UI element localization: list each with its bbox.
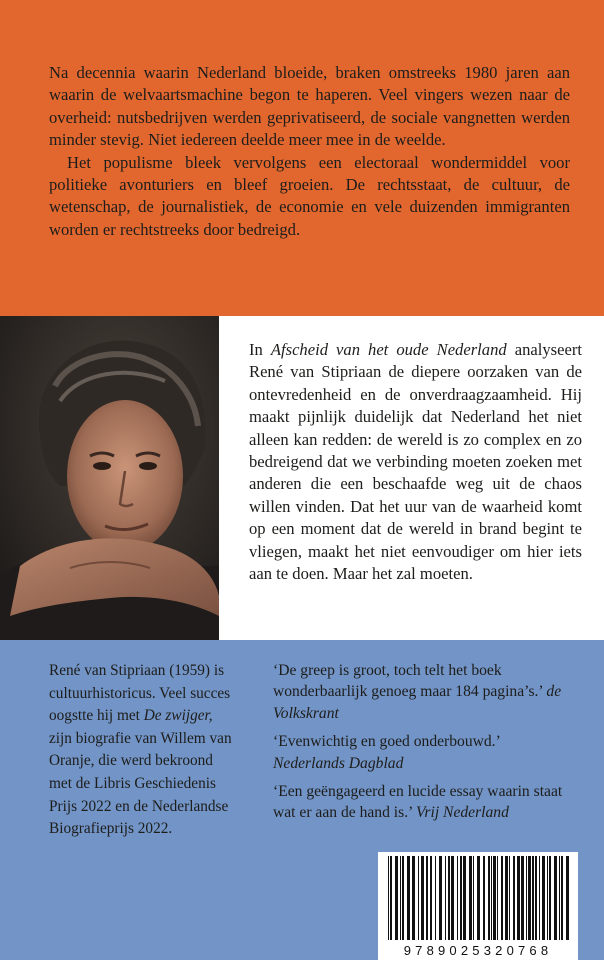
bio-book-title: De zwijger, <box>143 707 213 725</box>
intro-paragraph-2: Het populisme bleek vervolgens een electoraal wondermiddel voor politieke avonturiers en bleef groeien. De rechtsstaat, de cultuur, de wetenschap, de journalistiek, de economie en vele duizenden immigranten worden er rechtstreeks door bedreigd. <box>49 152 570 239</box>
barcode-bar <box>483 856 485 940</box>
quote-text: ‘De greep is groot, toch telt het boek wonderbaarlijk genoeg maar 184 pagina’s.’ <box>273 662 543 701</box>
barcode-bar <box>421 856 424 940</box>
barcode-bar <box>554 856 557 940</box>
quote-text: ‘Evenwichtig en goed onderbouwd.’ <box>273 733 501 751</box>
barcode-bar <box>400 856 401 940</box>
barcode-bar <box>528 856 531 940</box>
barcode-bar <box>473 856 474 940</box>
barcode-bar <box>539 856 540 940</box>
barcode-bar <box>435 856 436 940</box>
barcode-icon <box>378 852 578 942</box>
barcode-bar <box>388 856 389 940</box>
barcode-bar <box>561 856 563 940</box>
barcode-bar <box>559 856 560 940</box>
description-paragraph <box>249 339 582 585</box>
barcode-bar <box>509 856 510 940</box>
barcode-bar <box>439 856 442 940</box>
intro-paragraph-1: Na decennia waarin Nederland bloeide, braken omstreeks 1980 jaren aan waarin de welvaartsmachine begon te haperen. Veel vingers wezen naar de overheid: nutsbedrijven werden geprivatiseerd, de sociale vangnetten werden minder stevig. Niet iedereen deelde meer mee in de weelde. <box>49 63 570 150</box>
description-text: analyseert René van Stipriaan de diepere oorzaken van de ontevredenheid en de onverdraagzaamheid. Hij maakt pijnlijk duidelijk dat Nederland het niet alleen kan redden: de wereld is zo complex en zo bedreigend dat we verbinding moeten zoeken met anderen die een beschaafde weg uit de chaos willen vinden. Dat het uur van de waarheid komt op een moment dat de wereld in brand begint te vliegen, maakt het niet eenvoudiger om hier iets aan te doen. Maar het zal moeten. <box>249 340 582 584</box>
quote-text: ‘Een geëngageerd en lucide essay waarin staat wat er aan de hand is.’ <box>273 783 563 822</box>
barcode-bar <box>407 856 410 940</box>
barcode-bar <box>547 856 548 940</box>
barcode-bar <box>493 856 496 940</box>
author-photo <box>0 316 219 640</box>
bio-text-2: zijn biografie van Willem van Oranje, die werd bekroond met de Libris Geschiedenis Prijs 2022 en de Nederlandse Biografieprijs 2022. <box>49 729 232 838</box>
barcode-bar <box>549 856 551 940</box>
book-title: Afscheid van het oude Nederland <box>270 340 507 359</box>
barcode-bar <box>430 856 432 940</box>
barcode-bar <box>395 856 398 940</box>
intro-panel <box>0 0 604 316</box>
review-quotes <box>273 660 583 831</box>
barcode-bar <box>448 856 450 940</box>
barcode-bar <box>445 856 446 940</box>
barcode-bar <box>451 856 454 940</box>
quote-source: Nederlands Dagblad <box>273 754 404 772</box>
barcode-bar <box>513 856 515 940</box>
barcode-bar <box>457 856 458 940</box>
barcode-bar <box>517 856 520 940</box>
barcode-bar <box>477 856 480 940</box>
isbn-number: 9789025320768 <box>403 943 553 958</box>
barcode-bar <box>469 856 472 940</box>
barcode-bar <box>542 856 545 940</box>
barcode-bar <box>501 856 503 940</box>
barcode-bar <box>463 856 466 940</box>
barcode-bar <box>491 856 492 940</box>
barcode-bar <box>521 856 524 940</box>
barcode-bar <box>412 856 415 940</box>
barcode-bar <box>526 856 527 940</box>
review-quote <box>273 781 583 824</box>
barcode-bar <box>460 856 462 940</box>
description-prefix: In <box>249 340 271 359</box>
barcode-bar <box>497 856 498 940</box>
author-portrait-icon <box>0 316 219 640</box>
barcode-bar <box>426 856 428 940</box>
barcode-bar <box>505 856 508 940</box>
quote-source: de Volkskrant <box>273 683 562 722</box>
barcode-bar <box>532 856 534 940</box>
barcode-bar <box>535 856 537 940</box>
barcode-bar <box>566 856 569 940</box>
isbn-barcode <box>378 852 578 960</box>
barcode-bar <box>488 856 490 940</box>
barcode-bar <box>390 856 392 940</box>
book-description <box>219 316 604 640</box>
review-quote <box>273 731 583 774</box>
barcode-bar <box>402 856 404 940</box>
barcode-bar <box>418 856 419 940</box>
review-quote <box>273 660 583 724</box>
author-bio <box>49 660 239 841</box>
bio-text-1: René van Stipriaan (1959) is cultuurhistoricus. Veel succes oogstte hij met <box>49 662 231 725</box>
quote-source: Vrij Nederland <box>416 804 509 822</box>
